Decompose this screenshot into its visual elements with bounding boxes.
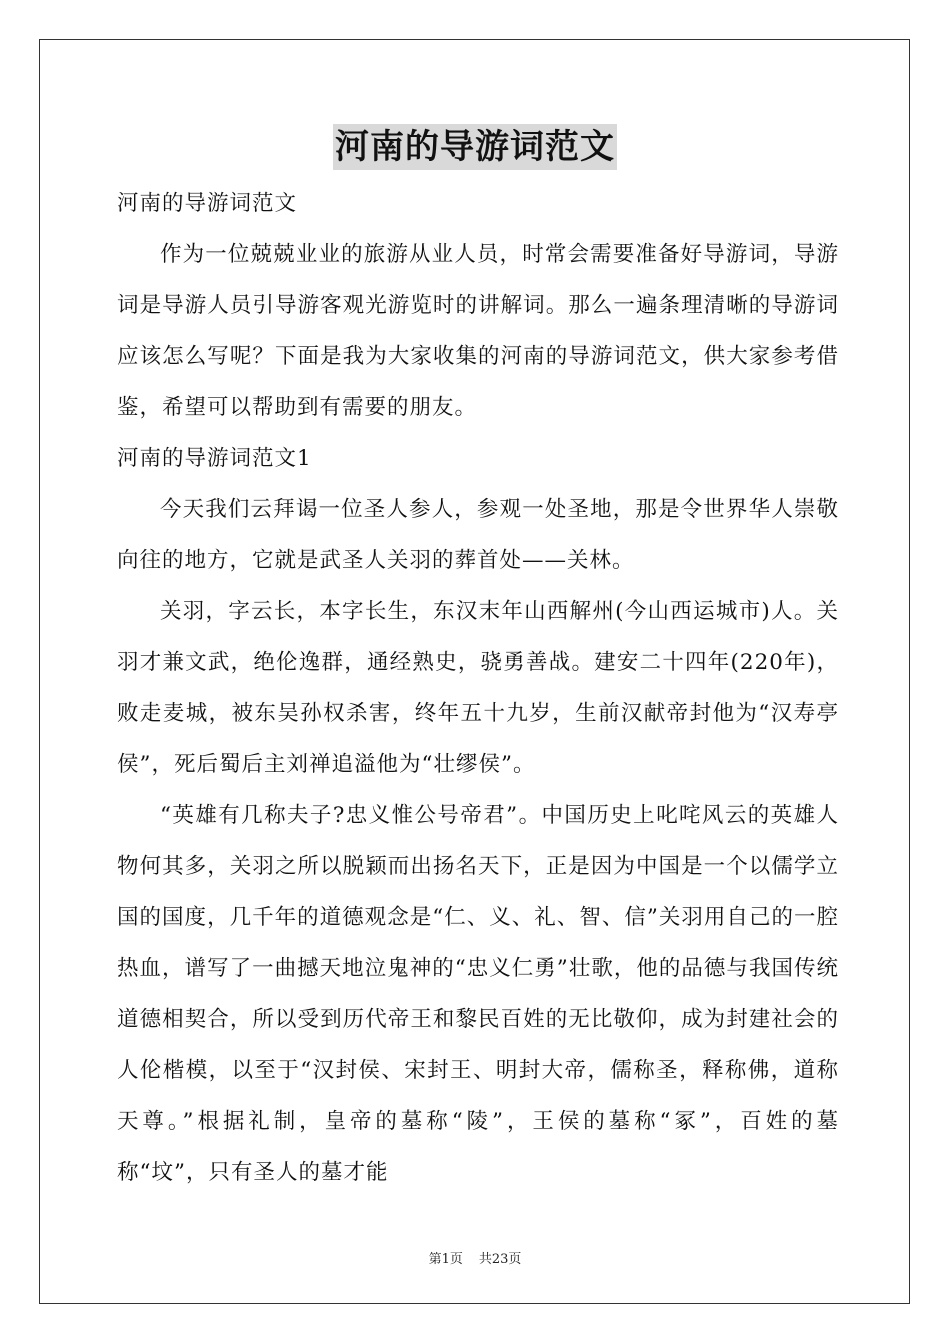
- body-paragraph: 今天我们云拜谒一位圣人参人，参观一处圣地，那是令世界华人崇敬向往的地方，它就是武圣人关羽的葬首处——关林。: [117, 497, 839, 573]
- body-paragraph: 关羽，字云长，本字长生，东汉末年山西解州(今山西运城市)人。关羽才兼文武，绝伦逸群，通经熟史，骁勇善战。建安二十四年(220年)，败走麦城，被东吴孙权杀害，终年五十九岁，生前汉献帝封他为“汉寿亭侯”，死后蜀后主刘禅追溢他为“壮缪侯”。: [117, 599, 839, 777]
- section-heading: 河南的导游词范文1: [117, 446, 312, 471]
- intro-paragraph: 作为一位兢兢业业的旅游从业人员，时常会需要准备好导游词，导游词是导游人员引导游客观光游览时的讲解词。那么一遍条理清晰的导游词应该怎么写呢？下面是我为大家收集的河南的导游词范文，供大家参考借鉴，希望可以帮助到有需要的朋友。: [117, 242, 839, 420]
- body-paragraph: “英雄有几称夫子?忠义惟公号帝君”。中国历史上叱咤风云的英雄人物何其多，关羽之所以脱颖而出扬名天下，正是因为中国是一个以儒学立国的国度，几千年的道德观念是“仁、义、礼、智、信”关羽用自己的一腔热血，谱写了一曲撼天地泣鬼神的“忠义仁勇”壮歌，他的品德与我国传统道德相契合，所以受到历代帝王和黎民百姓的无比敬仰，成为封建社会的人伦楷模，以至于“汉封侯、宋封王、明封大帝，儒称圣，释称佛，道称天尊。”根据礼制，皇帝的墓称“陵”，王侯的墓称“冢”，百姓的墓称“坟”，只有圣人的墓才能: [117, 803, 839, 1185]
- page-total: 共23页: [478, 1252, 522, 1267]
- page-number: 第1页: [428, 1252, 463, 1267]
- document-title-text: 河南的导游词范文: [333, 124, 617, 170]
- document-body: [117, 178, 839, 1198]
- section-heading: 河南的导游词范文: [117, 191, 298, 216]
- document-title: [0, 124, 950, 170]
- page-footer: [0, 1248, 950, 1267]
